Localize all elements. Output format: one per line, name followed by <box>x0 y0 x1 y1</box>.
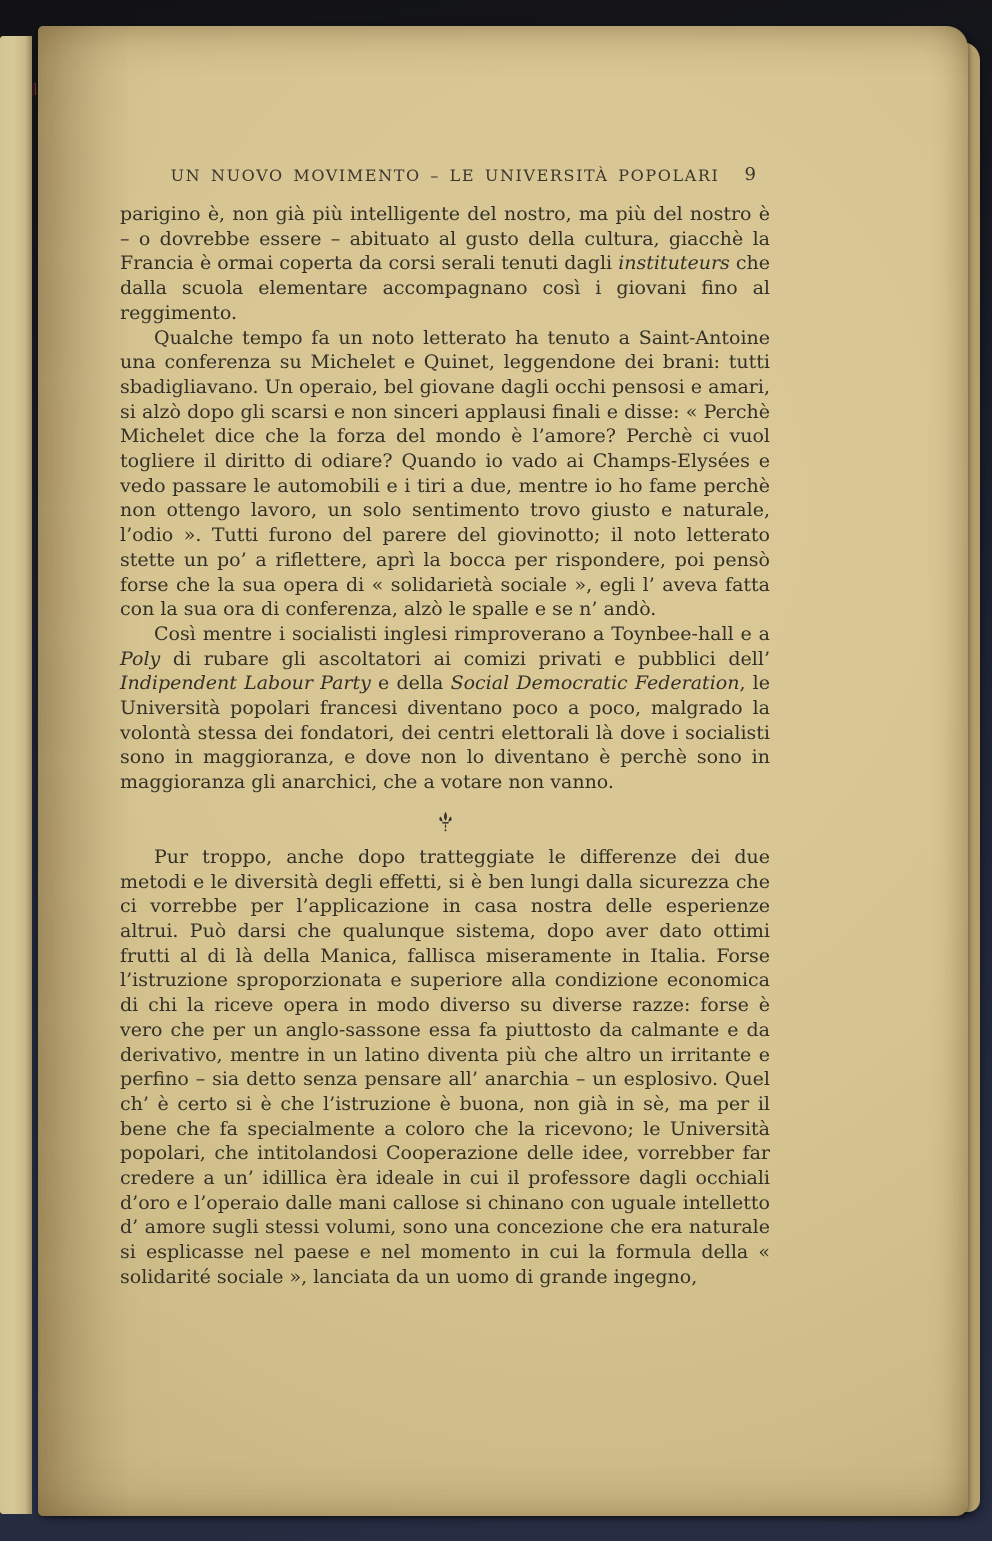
header-title: UN NUOVO MOVIMENTO – LE UNIVERSITÀ POPOLARI <box>170 166 720 185</box>
text-run: che dalla scuola elementare accompagnano così i giovani fino al reggimento. <box>120 252 770 324</box>
section-divider <box>120 809 770 833</box>
italic-run: Indipendent Labour Party <box>120 672 371 695</box>
text-run: parigino è, non già più intelligente del nostro, ma più del nostro è – o dovrebbe essere – abituato al gusto della cultura, giacchè la Francia è ormai coperta da corsi serali tenuti dagli <box>120 203 770 275</box>
text-run: Qualche tempo fa un noto letterato ha tenuto a Saint-Antoine una conferenza su Michelet e Quinet, leggendone dei brani: tutti sbadigliavano. Un operaio, bel giovane dagli occhi pensosi e amari, si alzò dopo gli scarsi e non sinceri applausi finali e disse: « Perchè Michelet dice che la forza del mondo è l’amore? Perchè ci vuol togliere il diritto di odiare? Quando io vado ai Champs-Elysées e vedo passare le automobili e i tiri a due, mentre io ho fame perchè non ottengo lavoro, un solo sentimento trovo giusto e naturale, l’odio ». Tutti furono del parere del giovinotto; il noto letterato stette un po’ a riflettere, aprì la bocca per rispondere, poi pensò forse che la sua opera di « solidarietà sociale », egli l’ aveva fatta con la sua ora di conferenza, alzò le spalle e se n’ andò. <box>120 326 770 621</box>
page-number: 9 <box>744 164 756 185</box>
italic-run: Social Democratic Federation <box>450 672 740 695</box>
left-page-sliver <box>0 36 32 1514</box>
text-section-1 <box>120 202 770 795</box>
running-header <box>120 166 770 185</box>
italic-run: instituteurs <box>618 252 730 275</box>
text-body <box>120 202 770 1290</box>
text-run: , le Università popolari francesi diventano poco a poco, malgrado la volontà stessa dei fondatori, dei centri elettorali là dove i socialisti sono in maggioranza, e dove non lo diventano è perchè sono in maggioranza gli anarchici, che a votare non vanno. <box>120 672 770 794</box>
fleuron-icon <box>438 811 453 832</box>
text-section-2 <box>120 845 770 1290</box>
text-run: Così mentre i socialisti inglesi rimproverano a Toynbee-hall e a <box>154 622 770 645</box>
text-run: Pur troppo, anche dopo tratteggiate le differenze dei due metodi e le diversità degli effetti, si è ben lungi dalla sicurezza che ci vorrebbe per l’applicazione in casa nostra delle esperienze altrui. Può darsi che qualunque sistema, dopo aver dato ottimi frutti al di là della Manica, fallisca miseramente in Italia. Forse l’istruzione sproporzionata e superiore alla condizione economica di chi la riceve opera in modo diverso su diverse razze: forse è vero che per un anglo-sassone essa fa piuttosto da calmante e da derivativo, mentre in un latino diventa più che altro un irritante e perfino – sia detto senza pensare all’ anarchia – un esplosivo. Quel ch’ è certo si è che l’istruzione è buona, non già in sè, ma per il bene che fa specialmente a coloro che la ricevono; le Università popolari, che intitolandosi Cooperazione delle idee, vorrebber far credere a un’ idillica èra ideale in cui il professore dagli occhiali d’oro e l’operaio dalle mani callose si chinano con uguale intelletto d’ amore sugli stessi volumi, sono una concezione che era naturale si esplicasse nel paese e nel momento in cui la formula della « solidarité sociale », lanciata da un uomo di grande ingegno, <box>120 845 770 1288</box>
paragraph <box>120 326 770 622</box>
paragraph <box>120 845 770 1290</box>
book-page <box>38 26 968 1516</box>
text-run: e della <box>370 672 451 695</box>
text-run: di rubare gli ascoltatori ai comizi privati e pubblici dell’ <box>160 647 770 670</box>
paragraph <box>120 622 770 795</box>
paragraph <box>120 202 770 326</box>
italic-run: Poly <box>120 647 161 670</box>
